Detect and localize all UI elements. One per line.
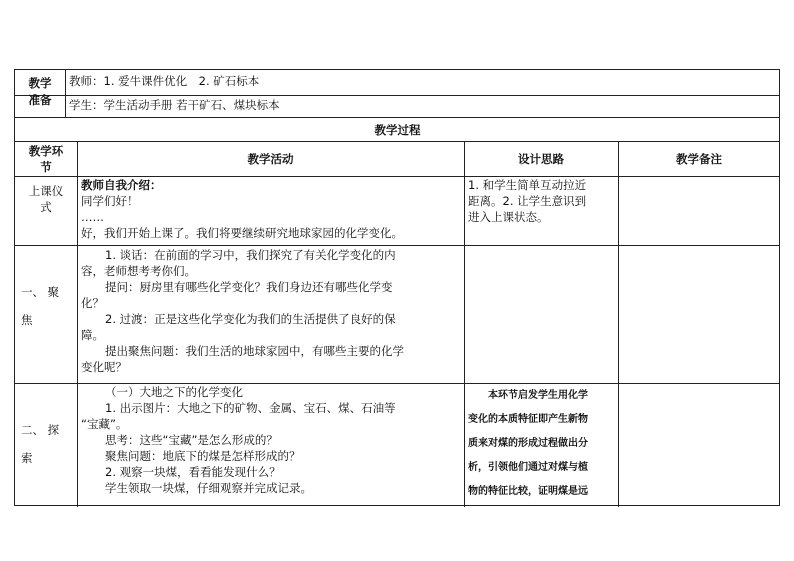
stage-label: 一、 聚焦 — [21, 285, 60, 327]
col-divider — [77, 141, 78, 507]
header-stage: 教学环节 — [28, 144, 64, 174]
design-line: 本环节启发学生用化学 — [488, 390, 588, 401]
design-text — [468, 384, 616, 504]
design-line: 1. 和学生简单互动拉近 — [468, 178, 587, 192]
activity-line: 思考：这些“宝藏”是怎么形成的？ — [105, 433, 278, 447]
lesson-plan-table — [14, 69, 780, 506]
activity-line: 学生领取一块煤，仔细观察并完成记录。 — [105, 481, 312, 495]
activity-line: 2. 过渡：正是这些化学变化为我们的生活提供了良好的保 — [105, 312, 396, 326]
design-line: 析，引领他们通过对煤与植 — [468, 462, 588, 473]
activity-line: 2. 观察一块煤，看看能发现什么？ — [105, 465, 281, 479]
activity-line: 1. 谈话：在前面的学习中，我们探究了有关化学变化的内 — [105, 248, 396, 262]
row-divider — [15, 245, 780, 246]
header-design: 设计思路 — [518, 152, 564, 166]
activity-text — [81, 384, 461, 496]
header-notes: 教学备注 — [676, 152, 722, 166]
activity-line: 提出聚焦问题：我们生活的地球家园中，有哪些主要的化学 — [105, 344, 404, 358]
stage-label: 上课仪式 — [28, 184, 64, 214]
activity-line: 好，我们开始上课了。我们将要继续研究地球家园的化学变化。 — [81, 226, 403, 240]
prep-teacher: 教师：1. 爱牛课件优化 2. 矿石标本 — [69, 74, 260, 88]
activity-line: 聚焦问题：地底下的煤是怎样形成的？ — [105, 449, 301, 463]
activity-line: 容，老师想考考你们。 — [81, 264, 196, 278]
activity-line: 提问：厨房里有哪些化学变化？我们身边还有哪些化学变 — [105, 280, 393, 294]
design-line: 物的特征比较，证明煤是远 — [468, 486, 588, 497]
activity-line: 同学们好！ — [81, 194, 139, 208]
design-text — [468, 177, 616, 225]
stage-label: 二、 探索 — [21, 423, 60, 465]
design-line: 进入上课状态。 — [468, 210, 549, 224]
activity-line: 障。 — [81, 328, 104, 342]
process-title: 教学过程 — [374, 123, 421, 137]
activity-text — [81, 247, 461, 375]
activity-line: …… — [81, 210, 104, 224]
col-divider — [65, 70, 66, 117]
design-line: 距离。2. 让学生意识到 — [468, 194, 587, 208]
activity-line: “宝藏”。 — [81, 417, 128, 431]
row-divider — [15, 117, 780, 118]
prep-label: 教学准备 — [28, 76, 52, 107]
activity-line: 教师自我介绍： — [81, 178, 162, 192]
header-activity: 教学活动 — [247, 152, 294, 166]
design-line: 变化的本质特征即产生新物 — [468, 414, 588, 425]
prep-student: 学生：学生活动手册 若干矿石、煤块标本 — [69, 98, 280, 112]
activity-line: 1. 出示图片：大地之下的矿物、金属、宝石、煤、石油等 — [105, 401, 396, 415]
row-divider — [15, 141, 780, 142]
row-divider — [15, 95, 780, 96]
design-line: 质来对煤的形成过程做出分 — [468, 438, 588, 449]
col-divider — [464, 141, 465, 507]
col-divider — [618, 141, 619, 507]
activity-line: 化？ — [81, 296, 104, 310]
activity-line: （一）大地之下的化学变化 — [105, 385, 243, 399]
activity-line: 变化呢？ — [81, 360, 127, 374]
activity-text — [81, 177, 461, 241]
